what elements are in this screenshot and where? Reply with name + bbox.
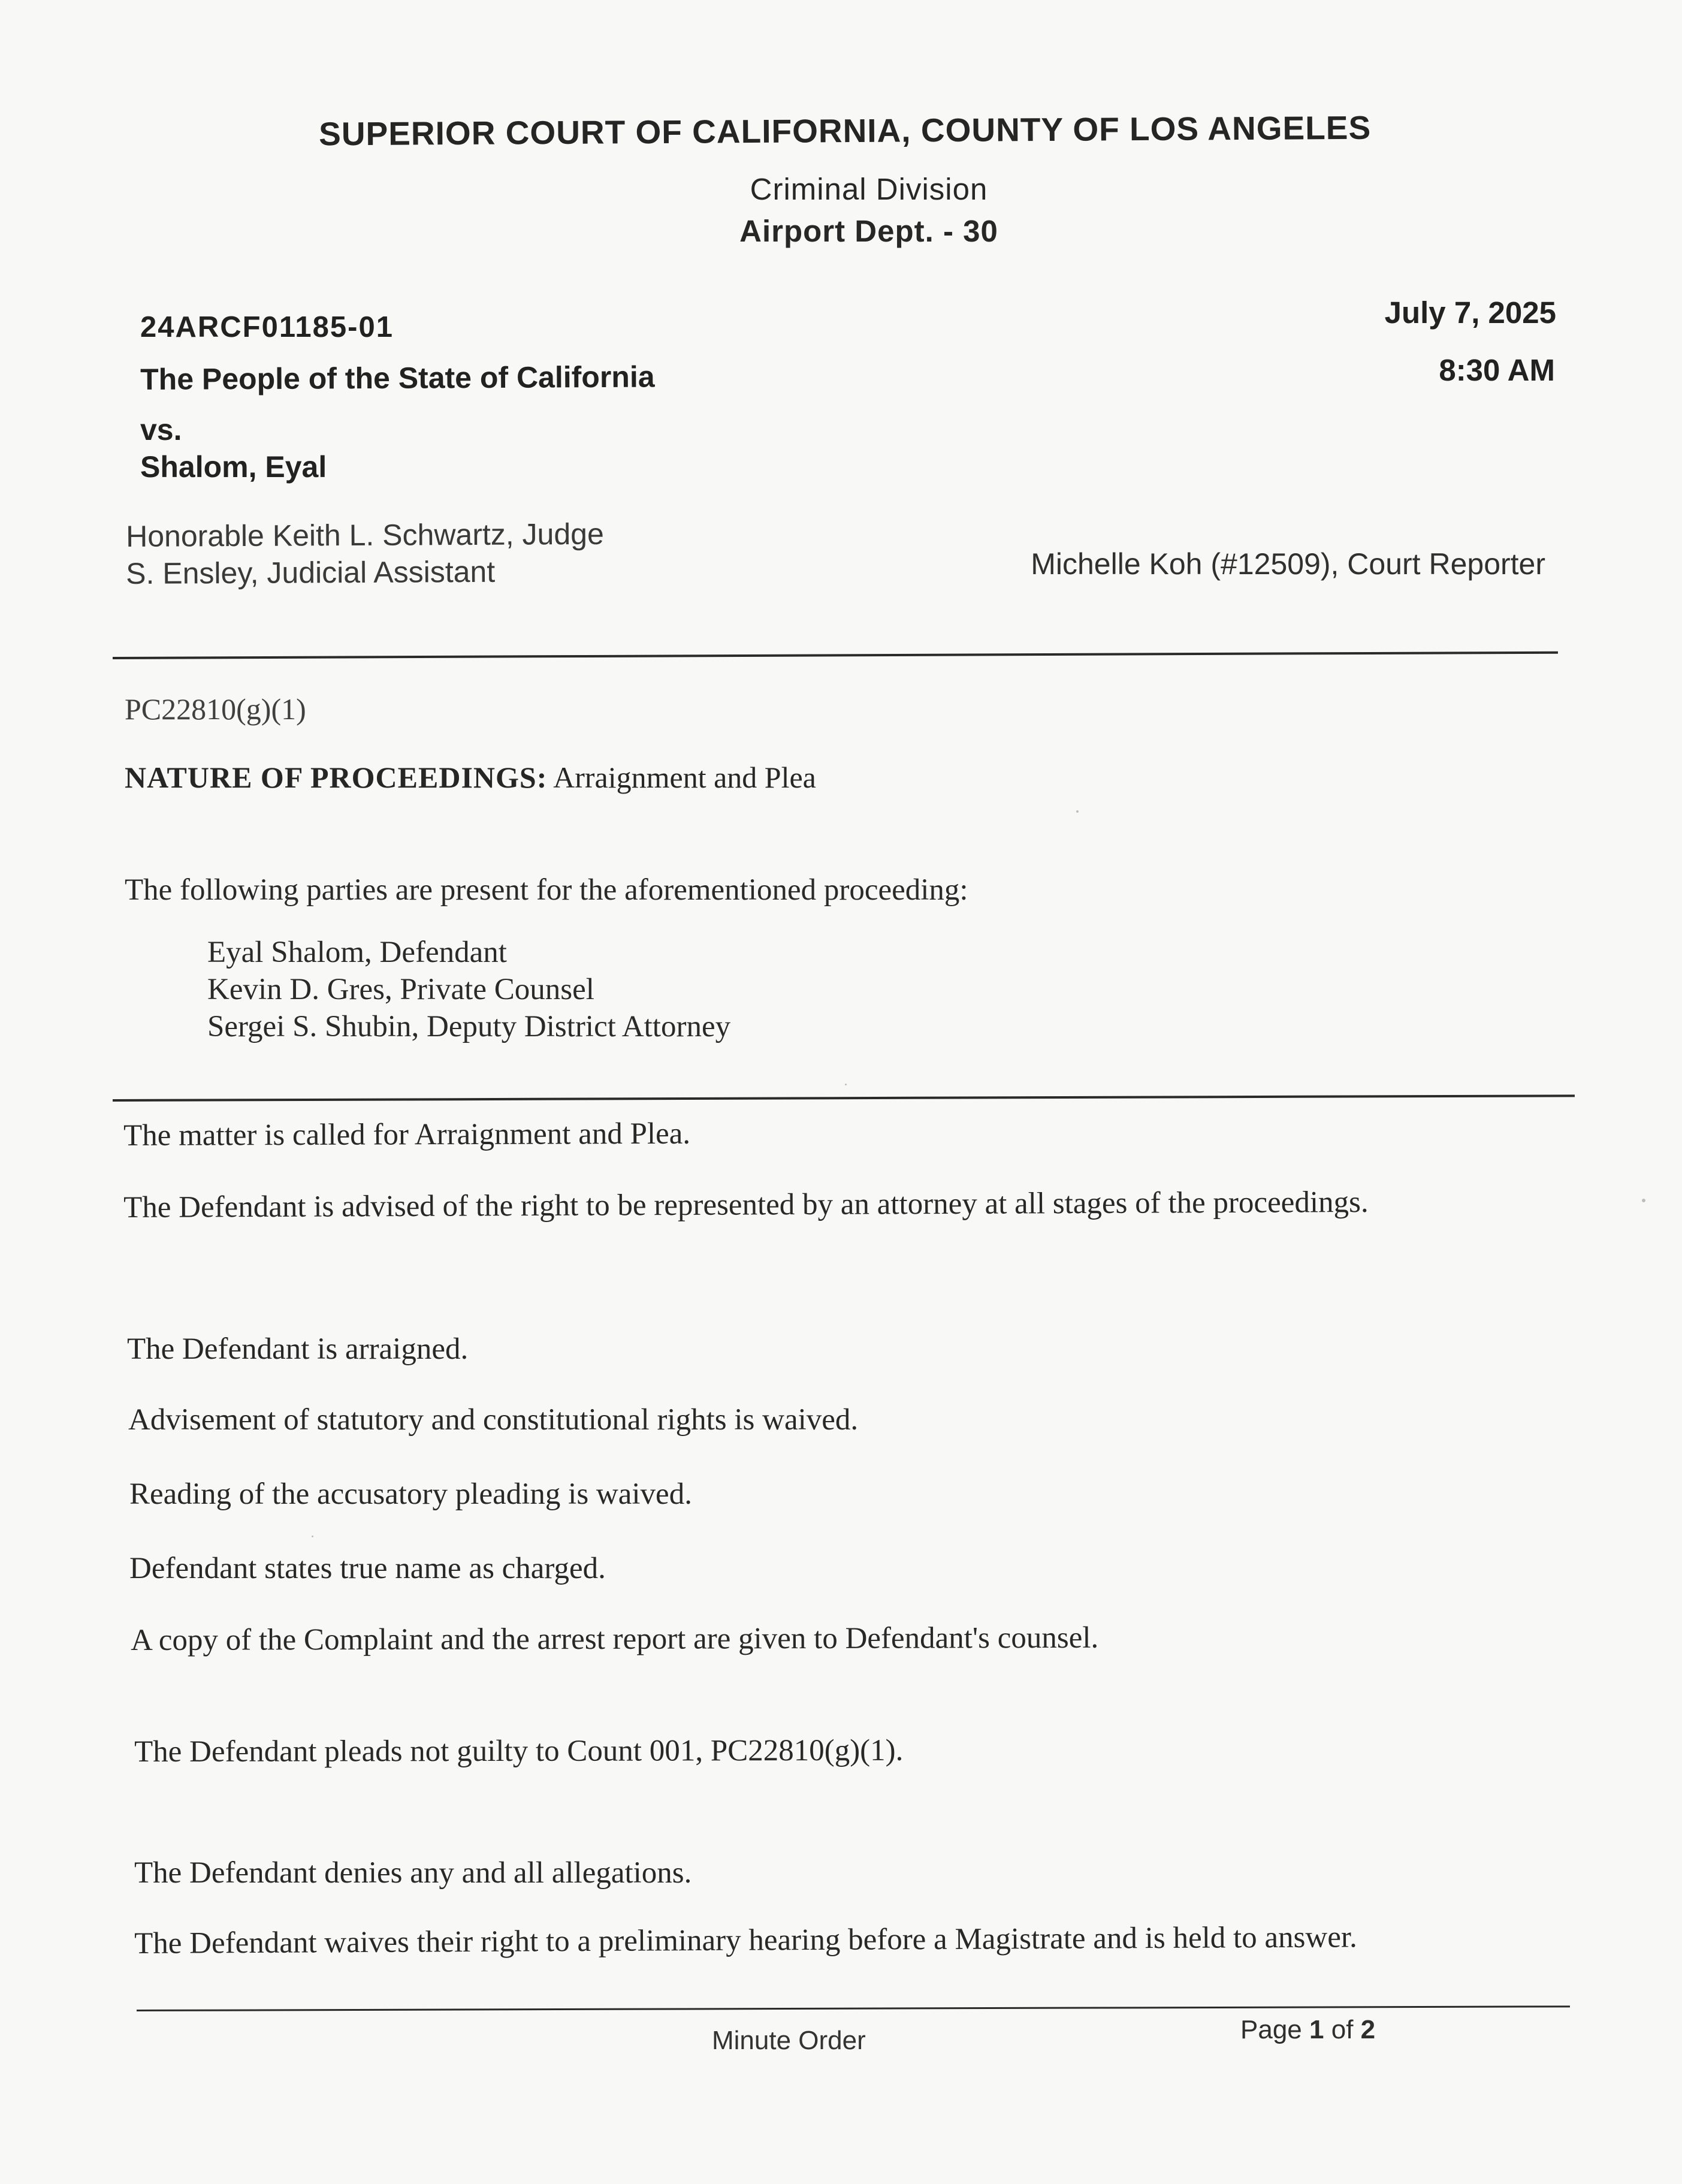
nature-label: NATURE OF PROCEEDINGS: [125,761,548,794]
page-of: of [1331,2015,1354,2044]
page-prefix: Page [1240,2015,1302,2044]
statement: The Defendant waives their right to a preliminary hearing before a Magistrate and is held to answer. [134,1920,1357,1960]
judicial-assistant: S. Ensley, Judicial Assistant [126,554,496,590]
scan-speck [845,1084,847,1085]
parties-divider [113,1094,1575,1102]
statement: Advisement of statutory and constitutional rights is waived. [128,1403,859,1437]
statement: The Defendant pleads not guilty to Count 001, PC22810(g)(1). [134,1733,904,1769]
statement: The matter is called for Arraignment and Plea. [123,1117,691,1153]
hearing-date: July 7, 2025 [1384,295,1556,330]
court-title: SUPERIOR COURT OF CALIFORNIA, COUNTY OF LOS ANGELES [318,108,1372,153]
parties-intro: The following parties are present for the aforementioned proceeding: [125,873,968,907]
defendant-name: Shalom, Eyal [140,450,327,484]
statement: Reading of the accusatory pleading is waived. [129,1477,692,1511]
plaintiff-name: The People of the State of California [140,360,655,396]
statement: The Defendant is arraigned. [127,1332,469,1366]
party-item: Kevin D. Gres, Private Counsel [207,973,594,1006]
page-total: 2 [1360,2015,1376,2044]
nature-value: Arraignment and Plea [553,761,816,794]
versus-label: vs. [140,413,182,447]
party-item: Sergei S. Shubin, Deputy District Attorney [207,1010,731,1043]
footer-title: Minute Order [712,2026,866,2055]
statement: The Defendant denies any and all allegations. [134,1856,692,1890]
statement: A copy of the Complaint and the arrest report are given to Defendant's counsel. [131,1621,1099,1657]
division-name: Criminal Division [750,172,988,206]
nature-of-proceedings [125,760,816,795]
footer-divider [137,2005,1570,2011]
scan-speck [1642,1199,1645,1202]
scan-speck [1076,810,1079,813]
statement: The Defendant is advised of the right to be represented by an attorney at all stages of the proceedings. [123,1185,1369,1224]
statement: Defendant states true name as charged. [129,1552,606,1585]
statute-code: PC22810(g)(1) [125,692,306,726]
page-indicator [1240,2015,1375,2045]
hearing-time: 8:30 AM [1439,353,1555,387]
judge-name: Honorable Keith L. Schwartz, Judge [126,517,604,553]
scan-speck [312,1536,313,1537]
header-divider [113,651,1558,659]
case-number: 24ARCF01185-01 [140,311,394,343]
department-name: Airport Dept. - 30 [739,214,998,248]
page-current: 1 [1309,2015,1324,2044]
court-reporter: Michelle Koh (#12509), Court Reporter [1031,547,1545,581]
party-item: Eyal Shalom, Defendant [207,936,507,969]
